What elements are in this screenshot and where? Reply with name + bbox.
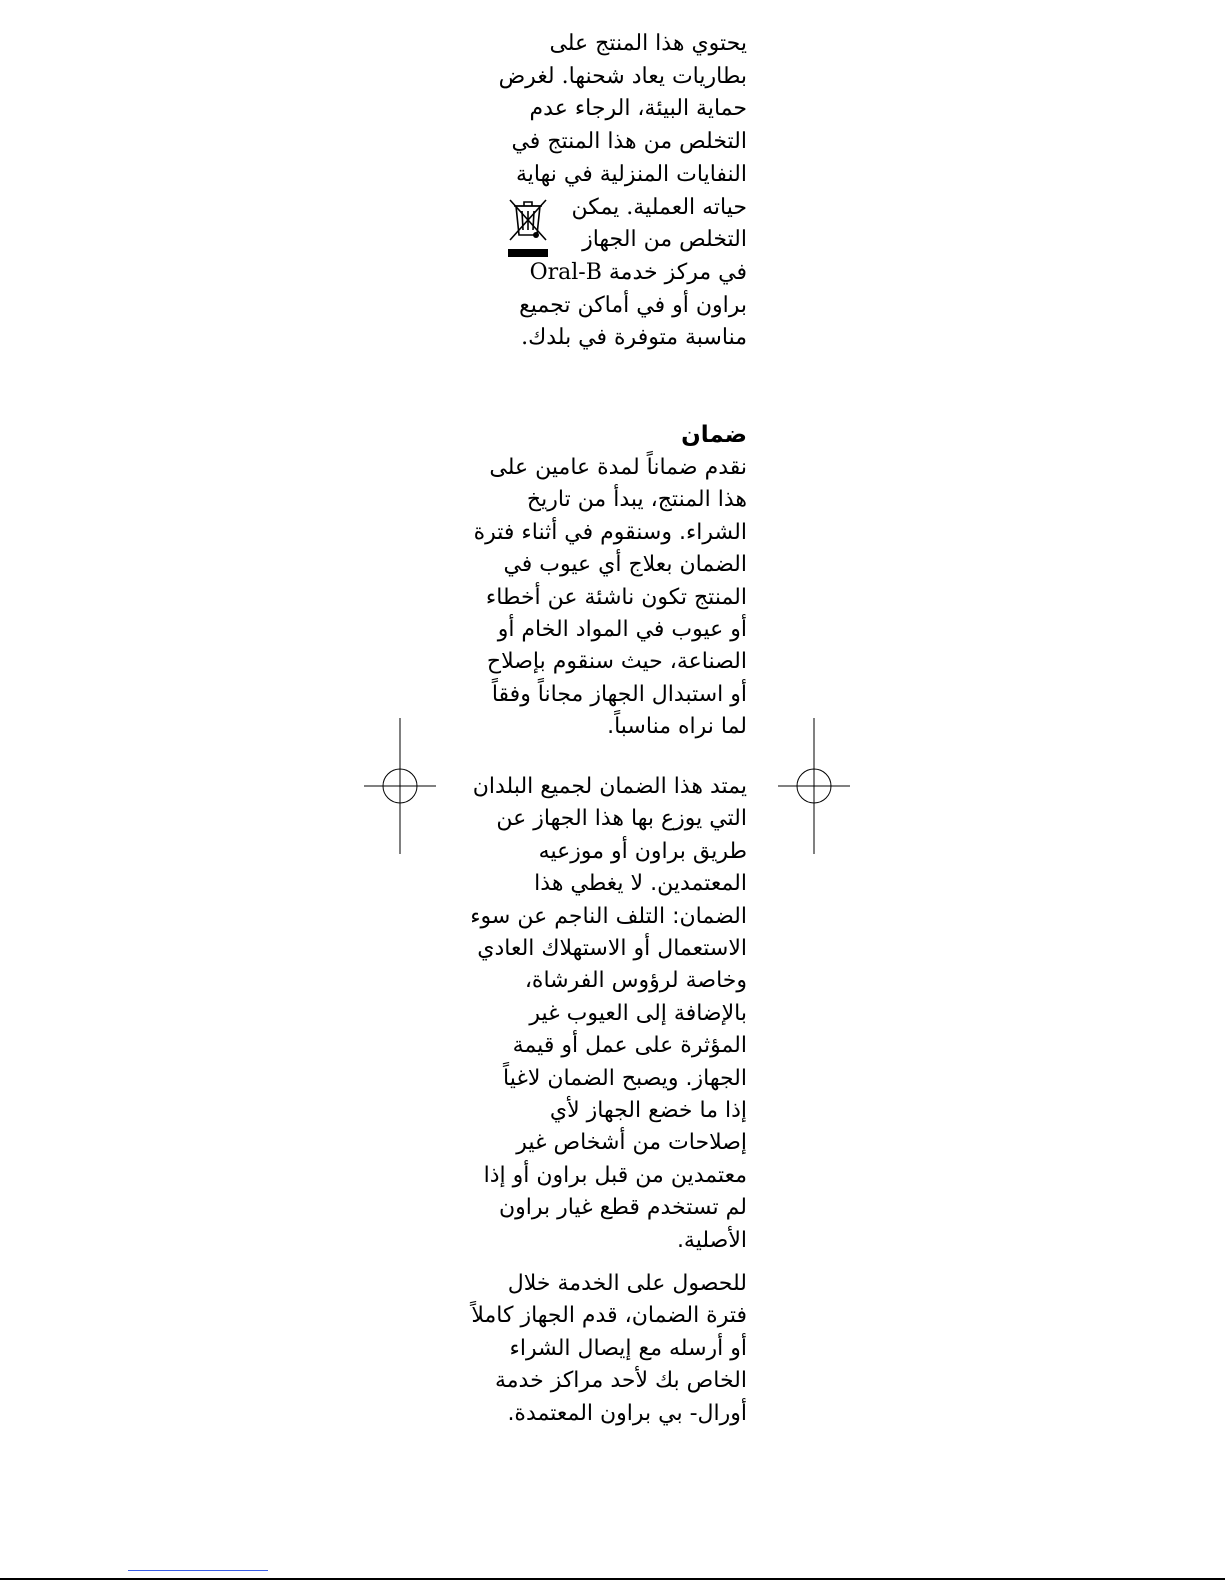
paragraph-line: الضمان بعلاج أي عيوب في xyxy=(503,552,747,578)
paragraph-line: أو أرسله مع إيصال الشراء xyxy=(509,1335,747,1361)
warranty-paragraph-service xyxy=(471,1268,747,1430)
environment-line: في مركز خدمة Oral-B xyxy=(529,259,747,285)
paragraph-line: هذا المنتج، يبدأ من تاريخ xyxy=(526,487,747,513)
registration-mark-icon xyxy=(364,718,436,854)
paragraph-line: أورال- بي براون المعتمدة. xyxy=(507,1400,747,1426)
warranty-paragraph-exclusions xyxy=(470,771,747,1257)
paragraph-line: الضمان: التلف الناجم عن سوء xyxy=(470,903,747,929)
paragraph-line: طريق براون أو موزعيه xyxy=(538,838,747,864)
registration-mark-icon xyxy=(778,718,850,854)
paragraph-line: يمتد هذا الضمان لجميع البلدان xyxy=(472,774,747,799)
paragraph-line: المعتمدين. لا يغطي هذا xyxy=(534,871,747,897)
environment-line: يحتوي هذا المنتج على xyxy=(549,31,747,56)
environment-line: النفايات المنزلية في نهاية xyxy=(516,161,747,187)
environment-line: التخلص من هذا المنتج في xyxy=(511,129,747,155)
paragraph-line: الجهاز. ويصبح الضمان لاغياً xyxy=(503,1065,747,1091)
environment-line: مناسبة متوفرة في بلدك. xyxy=(521,325,747,351)
environment-line: بطاريات يعاد شحنها. لغرض xyxy=(498,63,747,89)
paragraph-line: للحصول على الخدمة خلال xyxy=(507,1271,747,1296)
paragraph-line: الصناعة، حيث سنقوم بإصلاح xyxy=(486,649,747,675)
paragraph-line: لما نراه مناسباً. xyxy=(607,714,747,740)
environment-notice xyxy=(499,28,747,355)
paragraph-line: معتمدين من قبل براون أو إذا xyxy=(483,1162,747,1188)
paragraph-line: بالإضافة إلى العيوب غير xyxy=(529,1000,747,1026)
paragraph-line: أو استبدال الجهاز مجاناً وفقاً xyxy=(491,681,747,707)
paragraph-line: أو عيوب في المواد الخام أو xyxy=(497,617,747,643)
paragraph-line: المنتج تكون ناشئة عن أخطاء xyxy=(485,584,747,610)
paragraph-line: الاستعمال أو الاستهلاك العادي xyxy=(477,936,747,962)
paragraph-line: فترة الضمان، قدم الجهاز كاملاً xyxy=(471,1303,747,1329)
warranty-paragraph-coverage xyxy=(474,452,747,744)
environment-line: حياته العملية. يمكن xyxy=(571,194,747,220)
page-bottom-rule xyxy=(0,1578,1225,1580)
crossed-out-wheelie-bin-icon xyxy=(506,197,550,259)
paragraph-line: إصلاحات من أشخاص غير xyxy=(516,1130,747,1156)
environment-line: براون أو في أماكن تجميع xyxy=(519,292,747,318)
paragraph-line: نقدم ضماناً لمدة عامين على xyxy=(489,455,747,480)
paragraph-line: إذا ما خضع الجهاز لأي xyxy=(549,1098,747,1124)
warranty-heading: ضمان xyxy=(681,422,747,448)
environment-line: التخلص من الجهاز xyxy=(582,227,747,253)
paragraph-line: الشراء. وسنقوم في أثناء فترة xyxy=(473,519,747,545)
bottom-accent-line xyxy=(128,1570,268,1571)
paragraph-line: لم تستخدم قطع غيار براون xyxy=(499,1195,747,1221)
paragraph-line: وخاصة لرؤوس الفرشاة، xyxy=(524,968,747,994)
paragraph-line: التي يوزع بها هذا الجهاز عن xyxy=(496,806,747,832)
paragraph-line: الأصلية. xyxy=(676,1227,747,1253)
paragraph-line: المؤثرة على عمل أو قيمة xyxy=(512,1033,747,1059)
paragraph-line: الخاص بك لأحد مراكز خدمة xyxy=(494,1368,747,1394)
environment-line: حماية البيئة، الرجاء عدم xyxy=(529,96,747,122)
